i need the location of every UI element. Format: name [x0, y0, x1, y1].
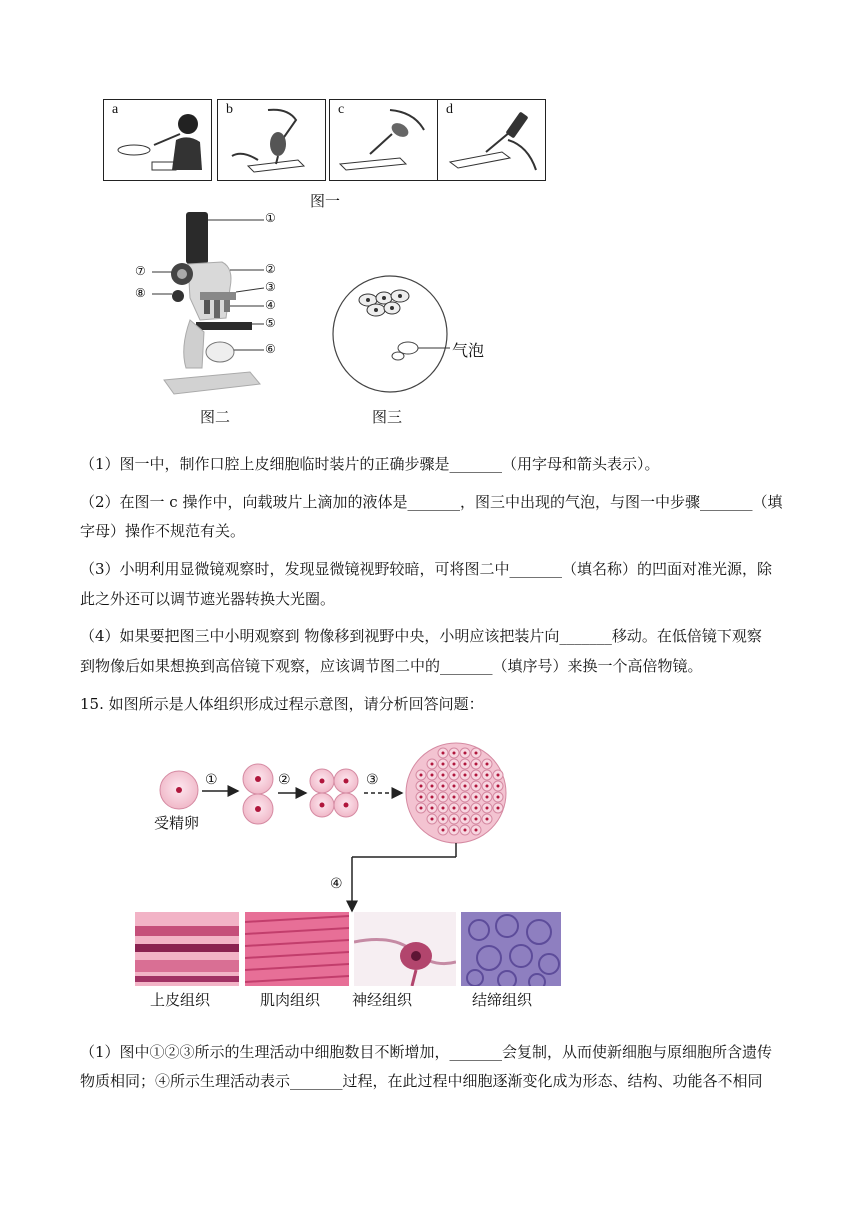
- panel-label: a: [112, 102, 119, 117]
- tissue-label-epithelial: 上皮组织: [150, 991, 211, 1009]
- panel-label: c: [338, 102, 345, 117]
- question-line: （4）如果要把图三中小明观察到 物像移到视野中央，小明应该把装片向_______移动。在低倍镜下观察: [80, 627, 762, 645]
- question-line: 字母）操作不规范有关。: [80, 522, 246, 540]
- step-1-marker: ①: [205, 772, 218, 788]
- question-15-title: 15. 如图所示是人体组织形成过程示意图，请分析回答问题：: [80, 695, 484, 713]
- tweezers-illustration: [438, 100, 545, 180]
- pipette-illustration: [218, 100, 325, 180]
- question-line: （2）在图一 c 操作中，向载玻片上滴加的液体是_______，图三中出现的气泡，与图一中步骤_______（填: [80, 493, 783, 511]
- figure-1-panel-b: [217, 99, 326, 181]
- epithelial-tissue-image: [135, 912, 239, 986]
- figure-2-caption: 图二: [200, 408, 231, 426]
- figure-3-caption: 图三: [372, 408, 403, 426]
- marker-3: ③: [265, 280, 276, 294]
- question-line: 此之外还可以调节遮光器转换大光圈。: [80, 590, 336, 608]
- figure-1-panel-d: [437, 99, 546, 181]
- dropper-illustration: [330, 100, 437, 180]
- scraping-cheek-illustration: [104, 100, 211, 180]
- figure-1-panel-a: [103, 99, 212, 181]
- figure-1-panel-c: [329, 99, 438, 181]
- step-2-marker: ②: [278, 772, 291, 788]
- panel-label: d: [446, 102, 453, 117]
- question-line: 到物像后如果想换到高倍镜下观察，应该调节图二中的_______（填序号）来换一个高倍物镜。: [80, 657, 703, 675]
- marker-1: ①: [265, 211, 276, 225]
- tissue-label-nervous: 神经组织: [352, 991, 413, 1009]
- marker-4: ④: [265, 298, 276, 312]
- marker-6: ⑥: [265, 342, 276, 356]
- question-line: 物质相同；④所示生理活动表示_______过程，在此过程中细胞逐渐变化成为形态、结构、功能各不相同: [80, 1072, 763, 1090]
- field-of-view-illustration: [330, 272, 450, 396]
- connective-tissue-image: [461, 912, 561, 986]
- zygote-label: 受精卵: [154, 814, 200, 832]
- marker-8: ⑧: [135, 286, 146, 300]
- muscle-tissue-image: [245, 912, 349, 986]
- panel-label: b: [226, 102, 233, 117]
- marker-5: ⑤: [265, 316, 276, 330]
- figure-1-caption: 图一: [310, 192, 341, 210]
- question-line: （1）图中①②③所示的生理活动中细胞数目不断增加，_______会复制，从而使新细胞与原细胞所含遗传: [80, 1043, 773, 1061]
- marker-2: ②: [265, 262, 276, 276]
- tissue-label-muscle: 肌肉组织: [260, 991, 321, 1009]
- tissue-label-connective: 结缔组织: [472, 991, 533, 1009]
- nervous-tissue-image: [354, 912, 456, 986]
- bubble-label: 气泡: [452, 341, 485, 360]
- step-4-marker: ④: [330, 876, 343, 892]
- question-line: （1）图一中，制作口腔上皮细胞临时装片的正确步骤是_______（用字母和箭头表示）。: [80, 455, 660, 473]
- question-line: （3）小明利用显微镜观察时，发现显微镜视野较暗，可将图二中_______（填名称）的凹面对准光源，除: [80, 560, 773, 578]
- marker-7: ⑦: [135, 264, 146, 278]
- step-3-marker: ③: [366, 772, 379, 788]
